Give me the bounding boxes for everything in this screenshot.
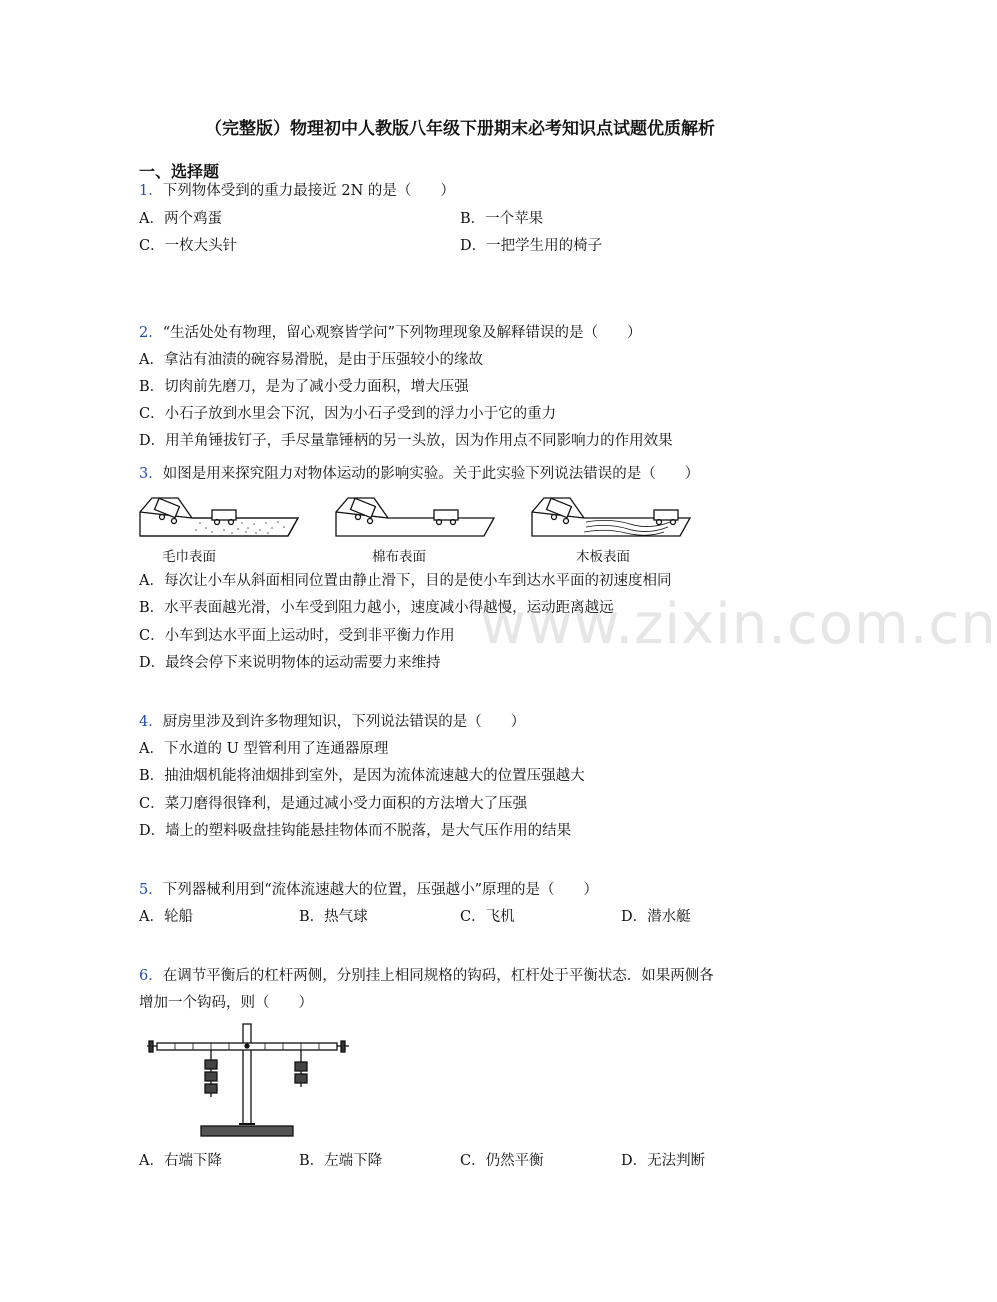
question-number: 3． bbox=[139, 466, 163, 482]
option-d: D．最终会停下来说明物体的运动需要力来维持 bbox=[139, 655, 441, 671]
question-number: 4． bbox=[139, 714, 163, 730]
option-c: C．飞机 bbox=[460, 909, 515, 925]
stand-pole bbox=[243, 1024, 251, 1124]
question-5-stem bbox=[139, 880, 598, 900]
question-text: 在调节平衡后的杠杆两侧，分别挂上相同规格的钩码，杠杆处于平衡状态．如果两侧各 bbox=[162, 968, 714, 984]
lever-balance-figure bbox=[143, 1022, 353, 1140]
question-6-stem-continued: 增加一个钩码，则（ ） bbox=[139, 995, 313, 1011]
option-b: B．水平表面越光滑，小车受到阻力越小，速度减小得越慢，运动距离越远 bbox=[139, 600, 614, 616]
question-text: 下列器械利用到“流体流速越大的位置，压强越小”原理的是（ ） bbox=[162, 882, 599, 898]
question-6-stem bbox=[139, 966, 714, 986]
figure-label-towel: 毛巾表面 bbox=[162, 549, 216, 565]
option-b: B．切肉前先磨刀，是为了减小受力面积，增大压强 bbox=[139, 379, 469, 395]
question-number: 1． bbox=[139, 183, 163, 199]
question-2-stem bbox=[139, 323, 642, 343]
question-number: 2． bbox=[139, 325, 163, 341]
balance-nut-right bbox=[341, 1041, 345, 1052]
question-text: 如图是用来探究阻力对物体运动的影响实验。关于此实验下列说法错误的是（ ） bbox=[162, 466, 700, 482]
option-a: A．右端下降 bbox=[139, 1153, 222, 1169]
option-c: C．仍然平衡 bbox=[460, 1153, 544, 1169]
towel-surface-setup bbox=[140, 498, 298, 536]
section-heading: 一、选择题 bbox=[139, 162, 220, 181]
hook-weights-right bbox=[295, 1050, 307, 1087]
question-number: 5． bbox=[139, 882, 163, 898]
option-a: A．拿沾有油渍的碗容易滑脱，是由于压强较小的缘故 bbox=[139, 352, 483, 368]
question-4-stem bbox=[139, 712, 525, 732]
question-number: 6． bbox=[139, 968, 163, 984]
cotton-surface-setup bbox=[336, 498, 494, 536]
stand-base bbox=[201, 1126, 293, 1136]
figure-label-cotton: 棉布表面 bbox=[372, 549, 426, 565]
question-text: “生活处处有物理，留心观察皆学问”下列物理现象及解释错误的是（ ） bbox=[162, 325, 642, 341]
question-text: 厨房里涉及到许多物理知识，下列说法错误的是（ ） bbox=[162, 714, 526, 730]
option-d: D．用羊角锤拔钉子，手尽量靠锤柄的另一头放，因为作用点不同影响力的作用效果 bbox=[139, 433, 673, 449]
option-b: B．左端下降 bbox=[299, 1153, 383, 1169]
option-b: B．抽油烟机能将油烟排到室外，是因为流体流速越大的位置压强越大 bbox=[139, 768, 585, 784]
figure-label-wood: 木板表面 bbox=[576, 549, 630, 565]
hook-weights-left bbox=[205, 1050, 217, 1097]
option-b: B．一个苹果 bbox=[460, 211, 544, 227]
option-a: A．下水道的 U 型管利用了连通器原理 bbox=[139, 741, 389, 757]
question-3-stem bbox=[139, 464, 699, 484]
option-c: C．菜刀磨得很锋利，是通过减小受力面积的方法增大了压强 bbox=[139, 796, 528, 812]
wood-surface-setup bbox=[532, 498, 690, 536]
option-a: A．两个鸡蛋 bbox=[139, 211, 222, 227]
balance-nut-left bbox=[149, 1041, 153, 1052]
option-a: A．轮船 bbox=[139, 909, 193, 925]
question-text: 下列物体受到的重力最接近 2N 的是（ ） bbox=[162, 183, 455, 199]
option-d: D．无法判断 bbox=[621, 1153, 706, 1169]
option-d: D．墙上的塑料吸盘挂钩能悬挂物体而不脱落，是大气压作用的结果 bbox=[139, 823, 572, 839]
option-d: D．潜水艇 bbox=[621, 909, 691, 925]
option-c: C．一枚大头针 bbox=[139, 238, 238, 254]
page-title: （完整版）物理初中人教版八年级下册期末必考知识点试题优质解析 bbox=[205, 119, 715, 139]
option-c: C．小车到达水平面上运动时，受到非平衡力作用 bbox=[139, 628, 455, 644]
option-b: B．热气球 bbox=[299, 909, 368, 925]
option-d: D．一把学生用的椅子 bbox=[460, 238, 603, 254]
friction-experiment-figure bbox=[138, 490, 708, 542]
option-a: A．每次让小车从斜面相同位置由静止滑下，目的是使小车到达水平面的初速度相同 bbox=[139, 573, 672, 589]
question-1-stem bbox=[139, 181, 455, 201]
option-c: C．小石子放到水里会下沉，因为小石子受到的浮力小于它的重力 bbox=[139, 406, 557, 422]
watermark: www.zixin.com.cn bbox=[480, 592, 997, 657]
